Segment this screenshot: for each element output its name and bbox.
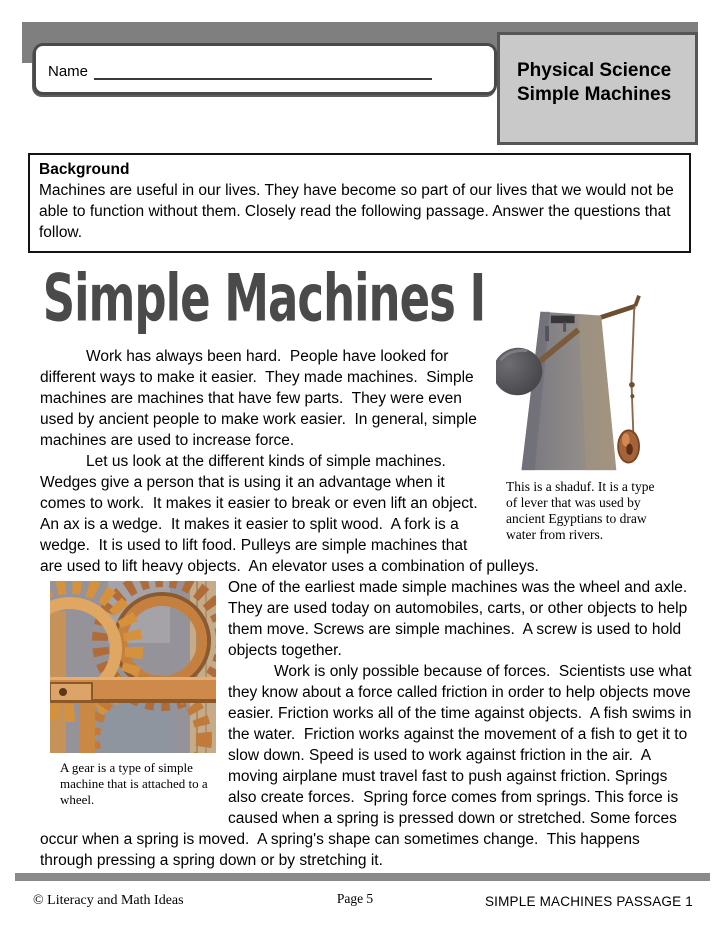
background-heading: Background bbox=[39, 161, 130, 178]
gear-caption: A gear is a type of simple machine that is attached to a wheel. bbox=[60, 760, 208, 807]
footer-copyright: © Literacy and Math Ideas bbox=[33, 893, 184, 908]
name-blank-line bbox=[94, 62, 432, 80]
course-title-line1: Physical Science bbox=[517, 60, 672, 81]
footer-gray-bar bbox=[15, 873, 710, 881]
passage-paragraph-1: Work has always been hard. People have looked for different ways to make it easier. They made machines. Simple machines are machines that have few parts. They were even used by ancient people to make work easier. In general, simple machines are used to increase force. bbox=[40, 348, 482, 449]
passage-title: Simple Machines I bbox=[42, 259, 486, 337]
name-box bbox=[33, 43, 497, 95]
passage-paragraph-2: Let us look at the different kinds of simple machines. Wedges give a person that is using it an advantage when it comes to work. It makes it easier to break or even lift an object. An ax is a wedge. It makes it easier to split wood. A fork is a wedge. It is used to lift food. Pulleys are simple machines that are used to lift heavy objects. An elevator uses a combination of pulleys. bbox=[40, 453, 539, 575]
passage bbox=[40, 259, 696, 871]
passage-paragraph-4: Work is only possible because of forces. Scientists use what they know about a force called friction in order to help objects move easier. Friction works all of the time against objects. A fish swims in the water. Friction works against the movement of a fish to get it to slow down. Speed is used to work against friction in the air. A moving airplane must travel fast to push against friction. Springs also create forces. Spring force comes from springs. This force is caused when a spring is pressed down or stretched. Some forces occur when a spring is moved. A spring's shape can sometimes change. This happens through pressing a spring down or by stretching it. bbox=[40, 663, 696, 869]
gear-figure bbox=[50, 581, 216, 808]
name-label: Name bbox=[48, 63, 89, 80]
gear-photo bbox=[50, 581, 216, 753]
shaduf-caption: This is a shaduf. It is a type of lever that was used by ancient Egyptians to draw water from rivers. bbox=[506, 479, 655, 542]
footer-page-number: Page 5 bbox=[336, 891, 374, 906]
passage-paragraph-3: One of the earliest made simple machines was the wheel and axle. They are used today on automobiles, carts, or other objects to help them move. Screws are simple machines. A screw is used to hold objects together. bbox=[228, 579, 696, 659]
course-title-line2: Simple Machines bbox=[517, 84, 672, 105]
course-title-box bbox=[497, 32, 698, 145]
footer-doc-label: SIMPLE MACHINES PASSAGE 1 bbox=[484, 894, 693, 909]
background-text: Machines are useful in our lives. They have become so part of our lives that we would not be able to function without them. Closely read the following passage. Answer the questions that follow. bbox=[39, 182, 674, 241]
